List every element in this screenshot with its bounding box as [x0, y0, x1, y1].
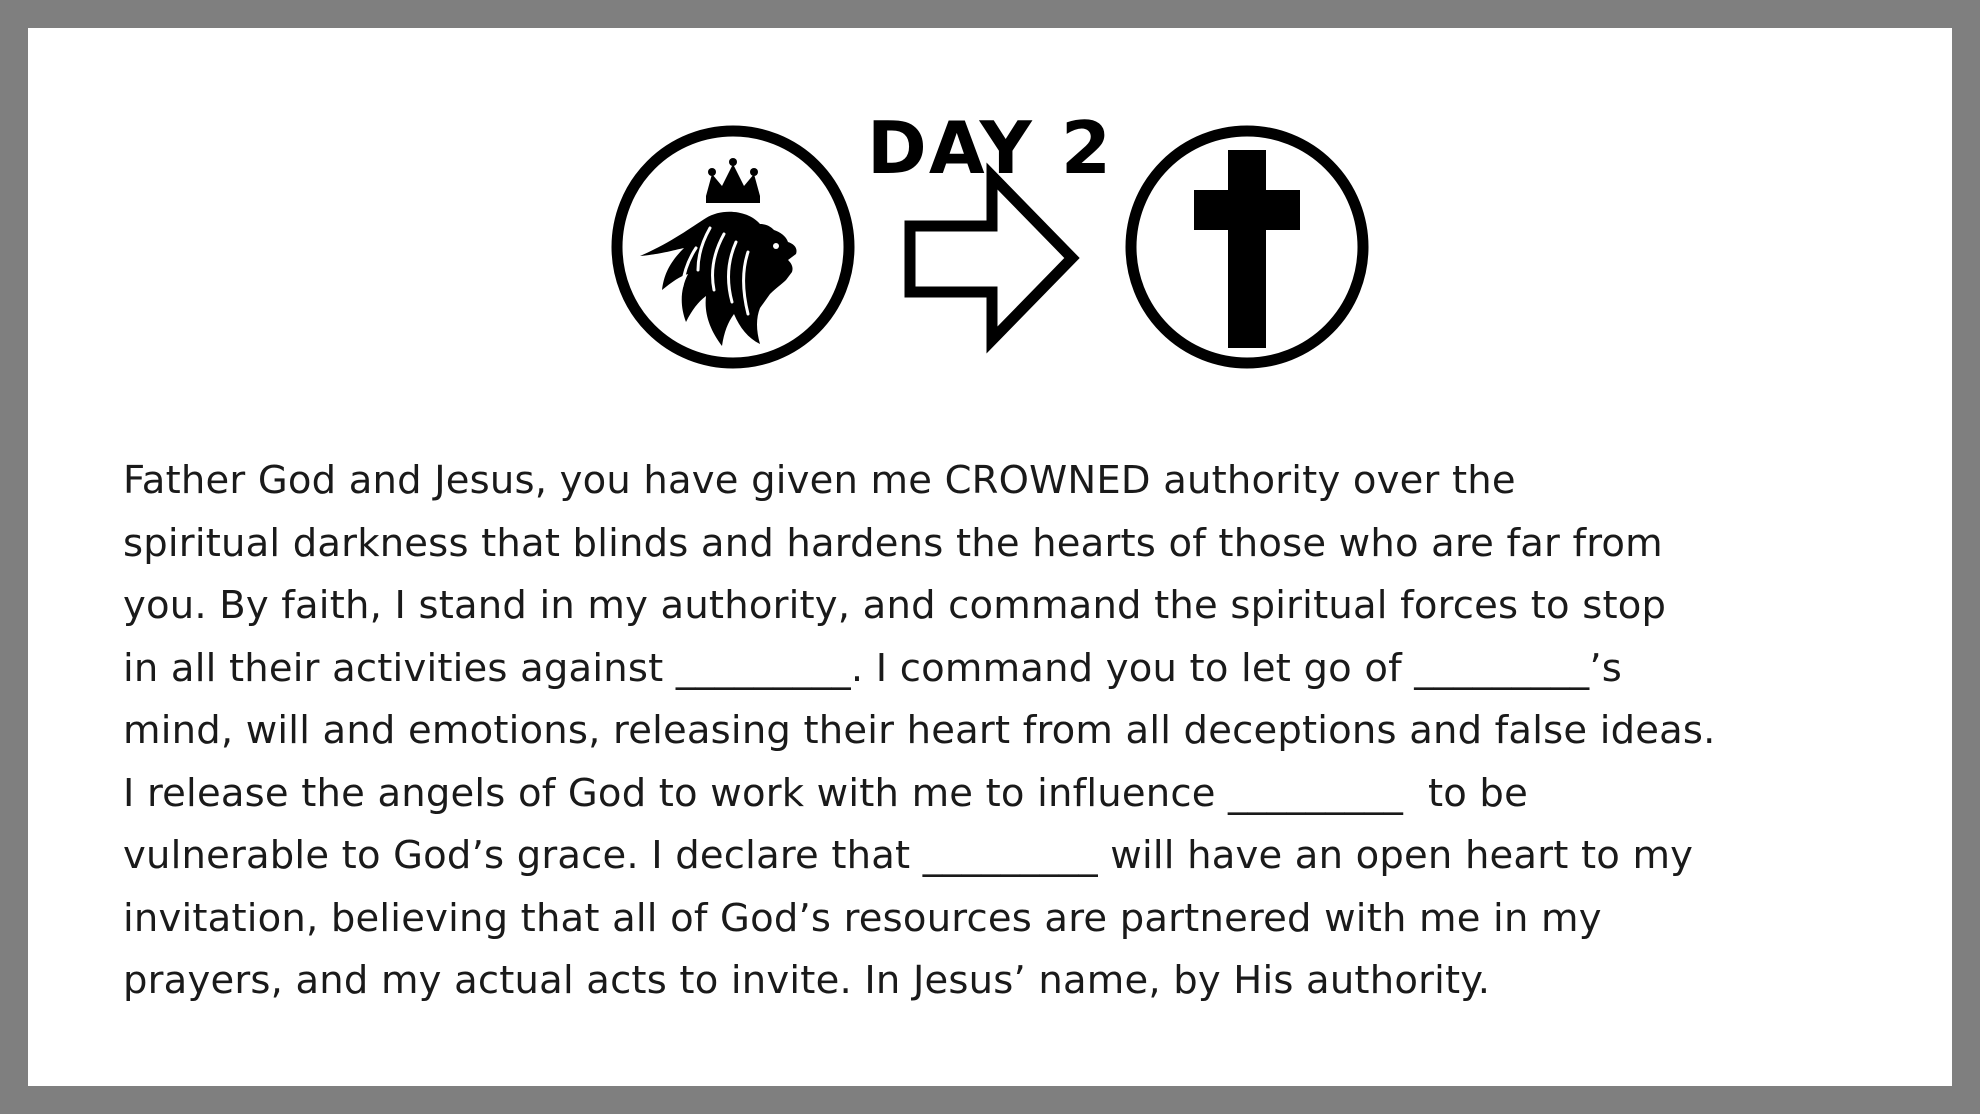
prayer-line: spiritual darkness that blinds and hardens the hearts of those who are far from [123, 520, 1663, 566]
page-frame [28, 28, 1952, 1086]
right-arrow-icon [898, 160, 1122, 354]
prayer-line: Father God and Jesus, you have given me CROWNED authority over the [123, 458, 1516, 503]
prayer-text [123, 450, 1913, 1013]
prayer-line: prayers, and my actual acts to invite. In Jesus’ name, by His authority. [123, 958, 1491, 1003]
lion-crown-icon [610, 124, 856, 370]
prayer-line: vulnerable to God’s grace. I declare that _________ will have an open heart to my [123, 833, 1694, 878]
day-title: DAY 2 [867, 106, 1113, 190]
prayer-line: in all their activities against _________. I command you to let go of _________’s [123, 645, 1623, 691]
prayer-line: invitation, believing that all of God’s resources are partnered with me in my [123, 895, 1602, 941]
prayer-line: you. By faith, I stand in my authority, and command the spiritual forces to stop [123, 583, 1667, 628]
prayer-line: I release the angels of God to work with me to influence _________ to be [123, 770, 1528, 816]
prayer-line: mind, will and emotions, releasing their heart from all deceptions and false ideas. [123, 708, 1716, 753]
cross-icon [1124, 124, 1370, 370]
